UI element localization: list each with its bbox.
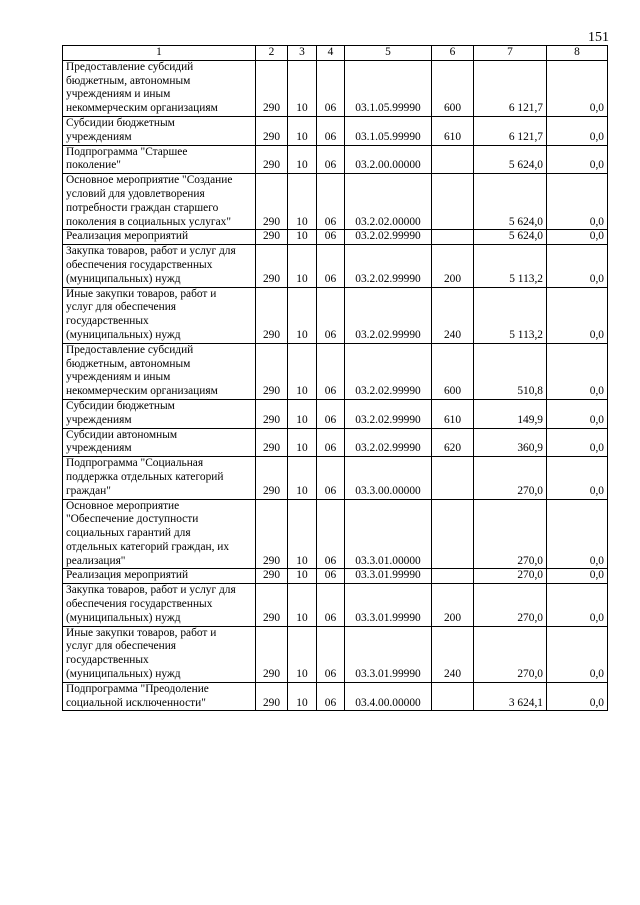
- expense-type-cell: [432, 569, 474, 584]
- subsection-cell: 06: [317, 60, 345, 116]
- expense-type-cell: [432, 174, 474, 230]
- row-name-cell: Иные закупки товаров, работ и услуг для обеспечения государственных (муниципальных) нужд: [63, 626, 256, 682]
- amount-cell: 6 121,7: [474, 60, 547, 116]
- amount-2-cell: 0,0: [547, 584, 608, 626]
- section-cell: 10: [288, 584, 317, 626]
- section-cell: 10: [288, 626, 317, 682]
- page-number: 151: [588, 30, 609, 45]
- admin-code-cell: 290: [256, 457, 288, 499]
- table-row: [63, 116, 608, 145]
- section-cell: 10: [288, 245, 317, 287]
- row-name-cell: Закупка товаров, работ и услуг для обеспечения государственных (муниципальных) нужд: [63, 584, 256, 626]
- subsection-cell: 06: [317, 287, 345, 343]
- amount-cell: 5 624,0: [474, 230, 547, 245]
- row-name-cell: Подпрограмма "Социальная поддержка отдельных категорий граждан": [63, 457, 256, 499]
- target-article-cell: 03.4.00.00000: [345, 682, 432, 711]
- expense-type-cell: 610: [432, 116, 474, 145]
- budget-table-container: [62, 45, 608, 711]
- amount-cell: 270,0: [474, 626, 547, 682]
- amount-cell: 149,9: [474, 399, 547, 428]
- section-cell: 10: [288, 457, 317, 499]
- subsection-cell: 06: [317, 499, 345, 569]
- target-article-cell: 03.3.01.00000: [345, 499, 432, 569]
- table-row: [63, 287, 608, 343]
- subsection-cell: 06: [317, 230, 345, 245]
- amount-2-cell: 0,0: [547, 569, 608, 584]
- table-row: [63, 584, 608, 626]
- table-row: [63, 245, 608, 287]
- amount-2-cell: 0,0: [547, 428, 608, 457]
- row-name-cell: Реализация мероприятий: [63, 569, 256, 584]
- column-header: 2: [256, 46, 288, 61]
- subsection-cell: 06: [317, 116, 345, 145]
- expense-type-cell: 200: [432, 245, 474, 287]
- admin-code-cell: 290: [256, 584, 288, 626]
- amount-cell: 270,0: [474, 584, 547, 626]
- row-name-cell: Субсидии автономным учреждениям: [63, 428, 256, 457]
- subsection-cell: 06: [317, 626, 345, 682]
- amount-2-cell: 0,0: [547, 682, 608, 711]
- admin-code-cell: 290: [256, 499, 288, 569]
- admin-code-cell: 290: [256, 682, 288, 711]
- section-cell: 10: [288, 399, 317, 428]
- section-cell: 10: [288, 428, 317, 457]
- expense-type-cell: 200: [432, 584, 474, 626]
- target-article-cell: 03.3.00.00000: [345, 457, 432, 499]
- admin-code-cell: 290: [256, 245, 288, 287]
- row-name-cell: Подпрограмма "Преодоление социальной исключенности": [63, 682, 256, 711]
- section-cell: 10: [288, 287, 317, 343]
- row-name-cell: Предоставление субсидий бюджетным, автономным учреждениям и иным некоммерческим организациям: [63, 60, 256, 116]
- column-header: 6: [432, 46, 474, 61]
- target-article-cell: 03.3.01.99990: [345, 569, 432, 584]
- section-cell: 10: [288, 682, 317, 711]
- table-row: [63, 682, 608, 711]
- subsection-cell: 06: [317, 569, 345, 584]
- admin-code-cell: 290: [256, 230, 288, 245]
- amount-cell: 510,8: [474, 343, 547, 399]
- target-article-cell: 03.2.02.99990: [345, 428, 432, 457]
- amount-cell: 5 113,2: [474, 245, 547, 287]
- expense-type-cell: 600: [432, 343, 474, 399]
- table-row: [63, 145, 608, 174]
- amount-2-cell: 0,0: [547, 499, 608, 569]
- target-article-cell: 03.3.01.99990: [345, 584, 432, 626]
- target-article-cell: 03.2.02.99990: [345, 399, 432, 428]
- amount-cell: 3 624,1: [474, 682, 547, 711]
- row-name-cell: Реализация мероприятий: [63, 230, 256, 245]
- row-name-cell: Субсидии бюджетным учреждениям: [63, 399, 256, 428]
- table-body: [63, 60, 608, 711]
- admin-code-cell: 290: [256, 174, 288, 230]
- amount-2-cell: 0,0: [547, 457, 608, 499]
- admin-code-cell: 290: [256, 343, 288, 399]
- expense-type-cell: [432, 230, 474, 245]
- row-name-cell: Подпрограмма "Старшее поколение": [63, 145, 256, 174]
- expense-type-cell: [432, 145, 474, 174]
- expense-type-cell: 600: [432, 60, 474, 116]
- column-header: 3: [288, 46, 317, 61]
- amount-2-cell: 0,0: [547, 245, 608, 287]
- subsection-cell: 06: [317, 145, 345, 174]
- amount-2-cell: 0,0: [547, 145, 608, 174]
- column-header: 4: [317, 46, 345, 61]
- expense-type-cell: 240: [432, 626, 474, 682]
- row-name-cell: Предоставление субсидий бюджетным, автономным учреждениям и иным некоммерческим организациям: [63, 343, 256, 399]
- table-row: [63, 343, 608, 399]
- target-article-cell: 03.2.02.99990: [345, 230, 432, 245]
- amount-cell: 6 121,7: [474, 116, 547, 145]
- admin-code-cell: 290: [256, 399, 288, 428]
- table-row: [63, 428, 608, 457]
- admin-code-cell: 290: [256, 145, 288, 174]
- admin-code-cell: 290: [256, 626, 288, 682]
- admin-code-cell: 290: [256, 428, 288, 457]
- amount-cell: 360,9: [474, 428, 547, 457]
- table-row: [63, 174, 608, 230]
- column-header: 8: [547, 46, 608, 61]
- target-article-cell: 03.2.00.00000: [345, 145, 432, 174]
- amount-cell: 270,0: [474, 569, 547, 584]
- row-name-cell: Основное мероприятие "Создание условий для удовлетворения потребности граждан старшего поколения в социальных услугах": [63, 174, 256, 230]
- expense-type-cell: 610: [432, 399, 474, 428]
- subsection-cell: 06: [317, 584, 345, 626]
- subsection-cell: 06: [317, 343, 345, 399]
- admin-code-cell: 290: [256, 569, 288, 584]
- section-cell: 10: [288, 145, 317, 174]
- target-article-cell: 03.2.02.00000: [345, 174, 432, 230]
- section-cell: 10: [288, 343, 317, 399]
- subsection-cell: 06: [317, 457, 345, 499]
- amount-2-cell: 0,0: [547, 60, 608, 116]
- section-cell: 10: [288, 230, 317, 245]
- subsection-cell: 06: [317, 399, 345, 428]
- target-article-cell: 03.3.01.99990: [345, 626, 432, 682]
- subsection-cell: 06: [317, 428, 345, 457]
- target-article-cell: 03.2.02.99990: [345, 287, 432, 343]
- table-row: [63, 399, 608, 428]
- amount-2-cell: 0,0: [547, 230, 608, 245]
- row-name-cell: Субсидии бюджетным учреждениям: [63, 116, 256, 145]
- subsection-cell: 06: [317, 174, 345, 230]
- subsection-cell: 06: [317, 682, 345, 711]
- row-name-cell: Основное мероприятие "Обеспечение доступности социальных гарантий для отдельных категорий граждан, их реализация": [63, 499, 256, 569]
- table-row: [63, 457, 608, 499]
- row-name-cell: Закупка товаров, работ и услуг для обеспечения государственных (муниципальных) нужд: [63, 245, 256, 287]
- target-article-cell: 03.2.02.99990: [345, 245, 432, 287]
- section-cell: 10: [288, 499, 317, 569]
- expense-type-cell: [432, 499, 474, 569]
- amount-2-cell: 0,0: [547, 343, 608, 399]
- table-row: [63, 499, 608, 569]
- expense-type-cell: [432, 682, 474, 711]
- section-cell: 10: [288, 116, 317, 145]
- admin-code-cell: 290: [256, 287, 288, 343]
- table-row: [63, 626, 608, 682]
- column-header: 5: [345, 46, 432, 61]
- admin-code-cell: 290: [256, 116, 288, 145]
- column-header: 7: [474, 46, 547, 61]
- section-cell: 10: [288, 569, 317, 584]
- budget-table: [62, 45, 608, 711]
- amount-2-cell: 0,0: [547, 174, 608, 230]
- amount-cell: 270,0: [474, 457, 547, 499]
- target-article-cell: 03.2.02.99990: [345, 343, 432, 399]
- amount-2-cell: 0,0: [547, 116, 608, 145]
- table-row: [63, 60, 608, 116]
- table-header-row: [63, 46, 608, 61]
- amount-2-cell: 0,0: [547, 626, 608, 682]
- section-cell: 10: [288, 174, 317, 230]
- row-name-cell: Иные закупки товаров, работ и услуг для обеспечения государственных (муниципальных) нужд: [63, 287, 256, 343]
- subsection-cell: 06: [317, 245, 345, 287]
- amount-2-cell: 0,0: [547, 399, 608, 428]
- amount-cell: 5 113,2: [474, 287, 547, 343]
- table-row: [63, 230, 608, 245]
- amount-cell: 270,0: [474, 499, 547, 569]
- target-article-cell: 03.1.05.99990: [345, 60, 432, 116]
- table-row: [63, 569, 608, 584]
- expense-type-cell: [432, 457, 474, 499]
- expense-type-cell: 240: [432, 287, 474, 343]
- expense-type-cell: 620: [432, 428, 474, 457]
- target-article-cell: 03.1.05.99990: [345, 116, 432, 145]
- column-header: 1: [63, 46, 256, 61]
- amount-cell: 5 624,0: [474, 145, 547, 174]
- amount-2-cell: 0,0: [547, 287, 608, 343]
- admin-code-cell: 290: [256, 60, 288, 116]
- section-cell: 10: [288, 60, 317, 116]
- amount-cell: 5 624,0: [474, 174, 547, 230]
